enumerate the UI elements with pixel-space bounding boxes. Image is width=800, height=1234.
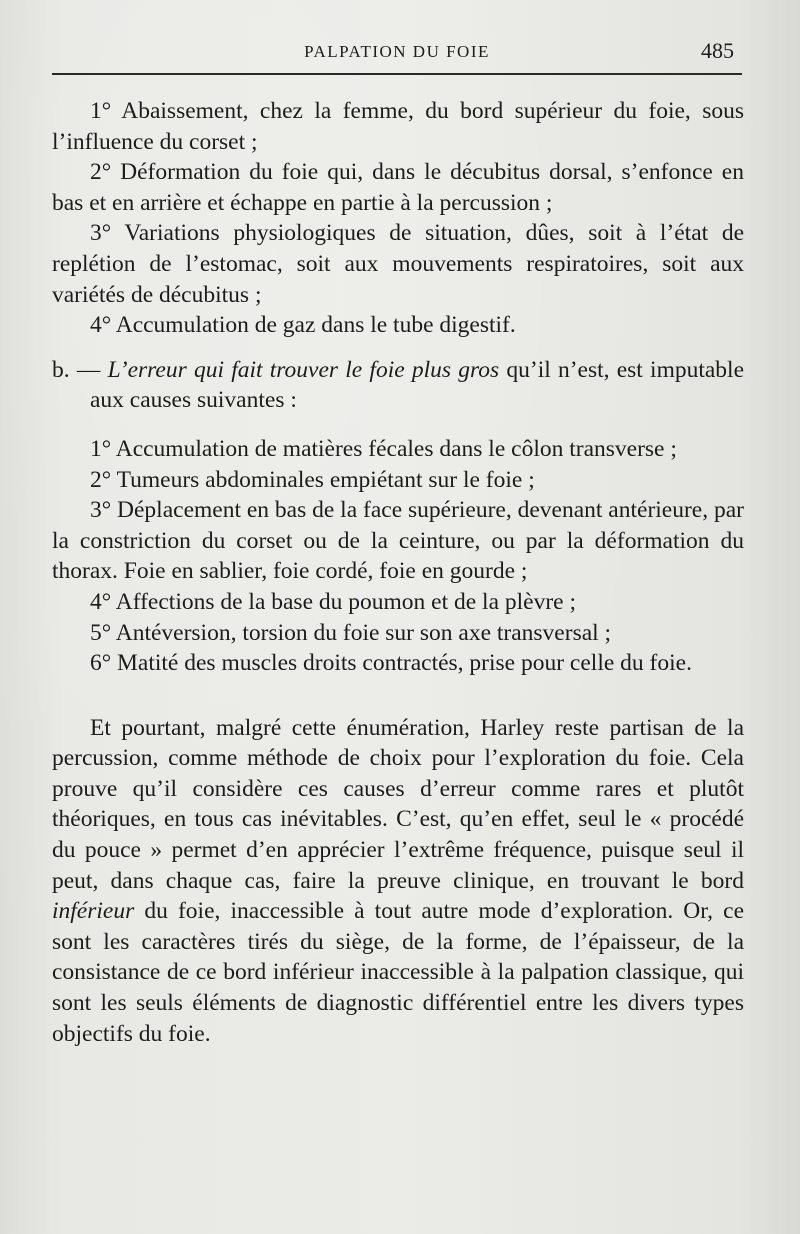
list-item-a1: 1° Abaissement, chez la femme, du bord supérieur du foie, sous l’influence du corset ; bbox=[52, 98, 744, 155]
section-b-label: b. — bbox=[52, 356, 101, 383]
list-item-b5: 5° Antéversion, torsion du foie sur son axe transversal ; bbox=[90, 619, 612, 646]
conclusion-part1: Et pourtant, malgré cette énumération, Harley reste partisan de la percussion, comme méthode de choix pour l’exploration du foie. Cela prouve qu’il considère ces causes d’erreur comme rares et plutôt théoriques, en tous cas inévitables. C’est, qu’en effet, seul le « procédé du pouce » permet d’en apprécier l’extrême fréquence, puisque seul il peut, dans chaque cas, faire la preuve clinique, en trouvant le bord bbox=[52, 714, 744, 894]
page-number: 485 bbox=[701, 38, 734, 63]
list-item-a4: 4° Accumulation de gaz dans le tube digestif. bbox=[90, 312, 516, 339]
list-item-b6: 6° Matité des muscles droits contractés, prise pour celle du foie. bbox=[90, 650, 692, 677]
conclusion-italic-word: inférieur bbox=[52, 898, 135, 925]
spacer bbox=[52, 679, 744, 713]
conclusion-paragraph bbox=[52, 713, 744, 1050]
list-item-a3: 3° Variations physiologiques de situation, dûes, soit à l’état de replétion de l’estomac, soit aux mouvements respiratoires, soit aux variétés de décubitus ; bbox=[52, 220, 744, 308]
list-item-b2: 2° Tumeurs abdominales empiétant sur le foie ; bbox=[90, 466, 535, 493]
section-b-intro-rest: qu’il n’est, est imputable aux causes suivantes : bbox=[90, 356, 745, 414]
list-item-b1: 1° Accumulation de matières fécales dans le côlon transverse ; bbox=[90, 435, 677, 462]
header-rule bbox=[52, 73, 742, 75]
body-text bbox=[52, 96, 744, 1049]
page-header bbox=[52, 32, 742, 72]
list-item-b4: 4° Affections de la base du poumon et de la plèvre ; bbox=[90, 588, 577, 615]
conclusion-part2: du foie, inaccessible à tout autre mode d’exploration. Or, ce sont les caractères tirés du siège, de la forme, de l’épaisseur, de la consistance de ce bord inférieur inaccessible à la palpation classique, qui sont les seuls éléments de diagnostic différentiel entre les divers types objectifs du foie. bbox=[52, 898, 744, 1047]
section-b-intro bbox=[52, 355, 744, 416]
list-item-a2: 2° Déformation du foie qui, dans le décubitus dorsal, s’enfonce en bas et en arrière et échappe en partie à la percussion ; bbox=[52, 159, 744, 216]
spacer bbox=[52, 416, 744, 434]
running-title: PALPATION DU FOIE bbox=[304, 42, 490, 61]
spacer bbox=[52, 341, 744, 355]
section-b-intro-italic: L’erreur qui fait trouver le foie plus gros bbox=[107, 356, 500, 383]
list-item-b3: 3° Déplacement en bas de la face supérieure, devenant antérieure, par la constriction du corset ou de la ceinture, ou par la déformation du thorax. Foie en sablier, foie cordé, foie en gourde ; bbox=[52, 497, 744, 585]
